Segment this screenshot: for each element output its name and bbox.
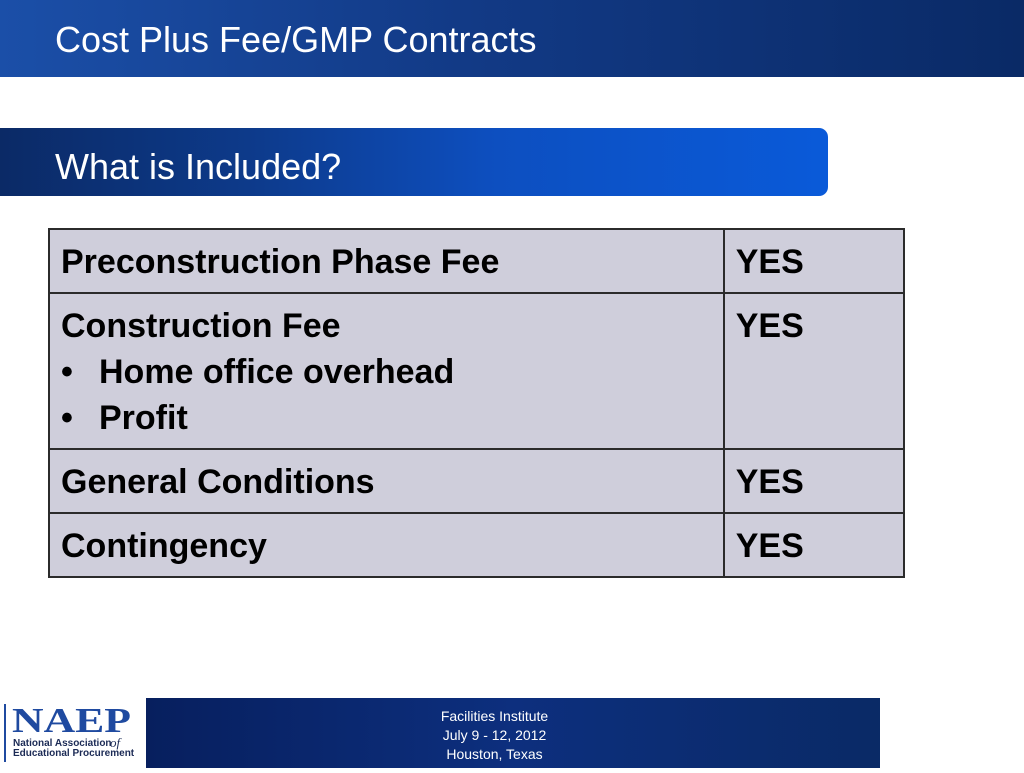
inclusion-table [48,228,905,578]
naep-logo [0,698,146,768]
item-label: General Conditions [61,463,375,501]
table-row [49,449,904,513]
included-value: YES [735,463,804,501]
included-cell [724,513,904,577]
item-label: Construction Fee [61,307,341,345]
included-value: YES [735,527,804,565]
bullet-text: Profit [99,399,188,437]
logo-of: of [110,735,121,750]
item-label: Preconstruction Phase Fee [61,243,500,281]
event-dates: July 9 - 12, 2012 [442,727,547,743]
item-cell [49,449,724,513]
bullet-dot: • [61,399,73,437]
item-cell [49,513,724,577]
event-name: Facilities Institute [440,708,549,724]
naep-logo-mark [0,698,146,768]
included-cell [724,229,904,293]
included-value: YES [735,307,804,345]
included-cell [724,293,904,449]
bullet-dot: • [61,353,73,391]
item-cell [49,229,724,293]
table-row [49,513,904,577]
table-row [49,229,904,293]
bullet-item [61,349,712,395]
included-value: YES [735,243,804,281]
item-label: Contingency [61,527,267,565]
bullet-text: Home office overhead [99,353,455,391]
bullet-item [61,395,712,441]
slide-title: Cost Plus Fee/GMP Contracts [55,19,537,60]
logo-line2: Educational Procurement [13,748,135,759]
footer-event-info [146,707,843,764]
slide-subtitle: What is Included? [55,146,342,187]
event-location: Houston, Texas [446,746,543,762]
logo-wordmark: NAEP [12,701,131,740]
included-cell [724,449,904,513]
logo-line1: National Association [13,738,112,749]
table-row [49,293,904,449]
item-cell [49,293,724,449]
